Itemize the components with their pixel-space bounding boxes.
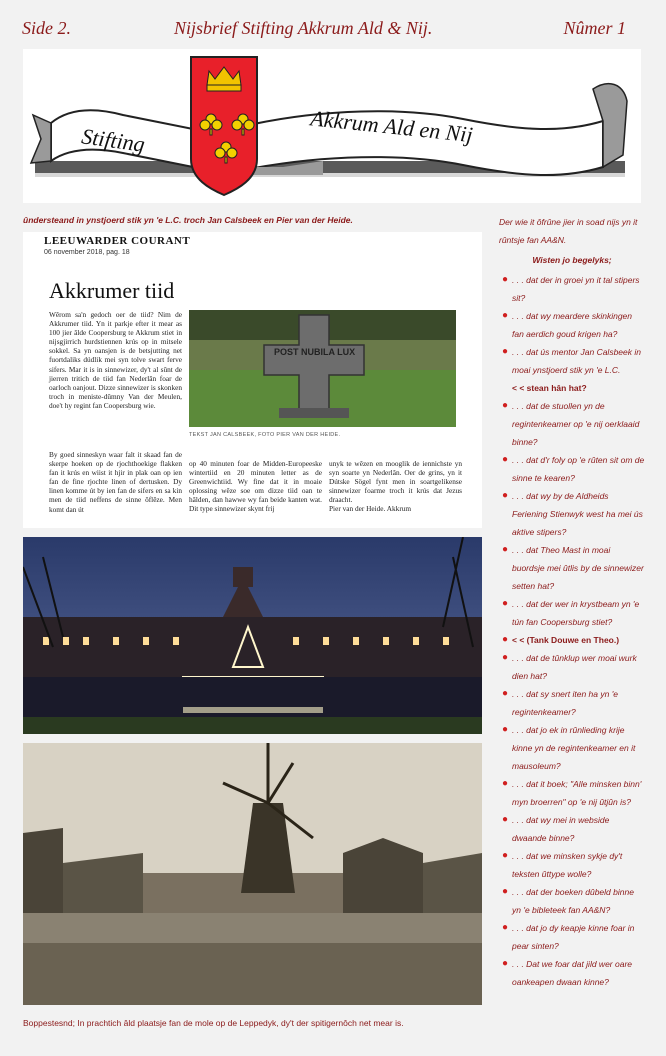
article-column-1-lower: By goed sinneskyn waar falt it skaad fan de skerpe hoeken op de rjochthoekige flakken fan it krús en wiist it hjir in plak oan op ien fan de fine rjochte linen of dertusken. Dy linen komme út by ien fan de sifers en sa kin men de tiid neffens de sinne ôflêze. Men komt dan út xyxy=(49,450,182,514)
list-item: ● . . . dat der boeken dûbeld binne yn 'e bibleteek fan AA&N? xyxy=(499,883,645,919)
list-item: ● . . . dat wy by de Aldheids Feriening Stienwyk west ha mei ús aktive stipers? xyxy=(499,487,645,541)
issue-number: Nûmer 1 xyxy=(563,18,626,38)
did-you-know-list xyxy=(499,271,645,991)
photo-credit: TEKST JAN CALSBEEK, FOTO PIER VAN DER HEIDE. xyxy=(189,432,341,438)
page-number: Side 2. xyxy=(22,18,71,38)
newspaper-clipping xyxy=(23,232,482,528)
bullet-icon: ● xyxy=(502,490,509,501)
bullet-icon: ● xyxy=(502,544,509,555)
banner-artwork xyxy=(23,49,641,203)
list-item: ● . . . dat der wer in krystbeam yn 'e tún fan Coopersburg stiet? xyxy=(499,595,645,631)
list-item: ● . . . dat de stuollen yn de regintenkeamer op 'e nij oerklaaid binne? xyxy=(499,397,645,451)
newsletter-title: Nijsbrief Stifting Akkrum Ald & Nij. xyxy=(174,18,433,38)
coopersburg-christmas-photo xyxy=(23,537,482,734)
list-item: ● . . . dat wy meardere skinkingen fan aerdich goud krigen ha? xyxy=(499,307,645,343)
bullet-icon: ● xyxy=(502,886,509,897)
newspaper-name: LEEUWARDER COURANT xyxy=(44,235,191,247)
list-item: ● . . . dat we minsken sykje dy't teksten ûttype wolle? xyxy=(499,847,645,883)
banner-right-words: Akkrum Ald en Nij xyxy=(309,105,474,148)
sundial-photo xyxy=(189,310,456,427)
bullet-icon: ● xyxy=(502,634,509,645)
list-item: ● . . . dat it boek; "Alle minsken binn' myn broerren" op 'e nij ûtjûn is? xyxy=(499,775,645,811)
svg-text:POST NUBILA LUX: POST NUBILA LUX xyxy=(274,347,356,357)
bullet-icon: ● xyxy=(502,598,509,609)
list-note: < < stean hân hat? xyxy=(512,383,587,393)
bullet-icon: ● xyxy=(502,652,509,663)
list-item: ● . . . dat sy snert iten ha yn 'e regintenkeamer? xyxy=(499,685,645,721)
list-item: ● . . . dat wy mei in webside dwaande binne? xyxy=(499,811,645,847)
sidebar-intro: Der wie it ôfrûne jier in soad nijs yn it rûntsje fan AA&N. xyxy=(499,217,638,245)
logo-banner xyxy=(23,49,641,203)
list-note: < < (Tank Douwe en Theo.) xyxy=(512,635,620,645)
bullet-icon: ● xyxy=(502,922,509,933)
bullet-icon: ● xyxy=(502,274,509,285)
article-column-2: op 40 minuten foar de Midden-Europeeske wintertiid en 20 minuten letter as de Greenwichtiid. Wy fine dat it in moaie oplossing wêze soe om dizze tiid oan te hâlden, dan hawwe wy fan beide kanten wat. Dit type sinnewizer skynt frij xyxy=(189,459,322,514)
list-item: ● . . . dat der in groei yn it tal stipers sit? xyxy=(499,271,645,307)
list-item: ● . . . dat ús mentor Jan Calsbeek in moai ynstjoerd stik yn 'e L.C. < < stean hân hat? xyxy=(499,343,645,397)
list-item: ● . . . dat Theo Mast in moai buordsje mei ûtlis by de sinnewizer setten hat? xyxy=(499,541,645,595)
article-title: Akkrumer tiid xyxy=(49,278,175,303)
newspaper-date: 06 november 2018, pag. 18 xyxy=(44,249,130,256)
article-column-3 xyxy=(329,459,462,514)
list-item: ● . . . Dat we foar dat jild wer oare oankeapen dwaan kinne? xyxy=(499,955,645,991)
list-item: ● . . . dat de tûnklup wer moai wurk dien hat? xyxy=(499,649,645,685)
article-column-1: Wêrom sa'n gedoch oer de tiid? Nim de Akkrumer tiid. Yn it parkje efter it mear as 100 jier âlde Coopersburg te Akkrum stiet in nijsgjirrich hurdstiennen krús op in mitsele sokkel. Sa yn oansjen is de betsjutting net fuortdaliks dúdlik mei syn tolve swart ferve sifers. Mar it is in sinnewizer, dy't al sûnt de jierren tritich de tiid fan Nederlân foar de oarloch oanjout. Dizze sinnewizer is skonken troch in meniste-dûmny Van der Meulen, doe't hy regint fan Coopersburg wie. xyxy=(49,310,182,410)
bottom-caption: Boppestesnd; In prachtich âld plaatsje fan de mole op de Leppedyk, dy't der spitigernôch net mear is. xyxy=(23,1018,404,1028)
bullet-icon: ● xyxy=(502,850,509,861)
bullet-icon: ● xyxy=(502,778,509,789)
bullet-icon: ● xyxy=(502,310,509,321)
list-item: ● . . . dat d'r foly op 'e rûten sit om de sinne te kearen? xyxy=(499,451,645,487)
page-header xyxy=(22,18,626,44)
bullet-icon: ● xyxy=(502,958,509,969)
article-column-3-text: unyk te wêzen en mooglik de iennichste yn syn soarte yn Nederlân. Oer de grins, yn it Dútske Sögel fynt men in soartgelikense sinnewizer foarme troch it krús dat Jezus draacht. xyxy=(329,459,462,505)
banner-left-word: Stifting xyxy=(80,123,147,157)
bullet-icon: ● xyxy=(502,346,509,357)
bullet-icon: ● xyxy=(502,454,509,465)
bullet-icon: ● xyxy=(502,688,509,699)
list-item: ● . . . dat jo ek in rûnlieding krije kinne yn de regintenkeamer en it mausoleum? xyxy=(499,721,645,775)
article-signature: Pier van der Heide. Akkrum xyxy=(329,504,412,514)
bullet-icon: ● xyxy=(502,400,509,411)
bullet-icon: ● xyxy=(502,724,509,735)
windmill-historic-photo xyxy=(23,743,482,1005)
bullet-icon: ● xyxy=(502,814,509,825)
list-item xyxy=(499,631,645,649)
sidebar-heading: Wisten jo begelyks; xyxy=(532,255,612,265)
list-item: ● . . . dat jo dy keapje kinne foar in pear sinten? xyxy=(499,919,645,955)
top-caption: ûndersteand in ynstjoerd stik yn 'e L.C. troch Jan Calsbeek en Pier van der Heide. xyxy=(23,215,353,225)
sidebar xyxy=(499,213,645,991)
